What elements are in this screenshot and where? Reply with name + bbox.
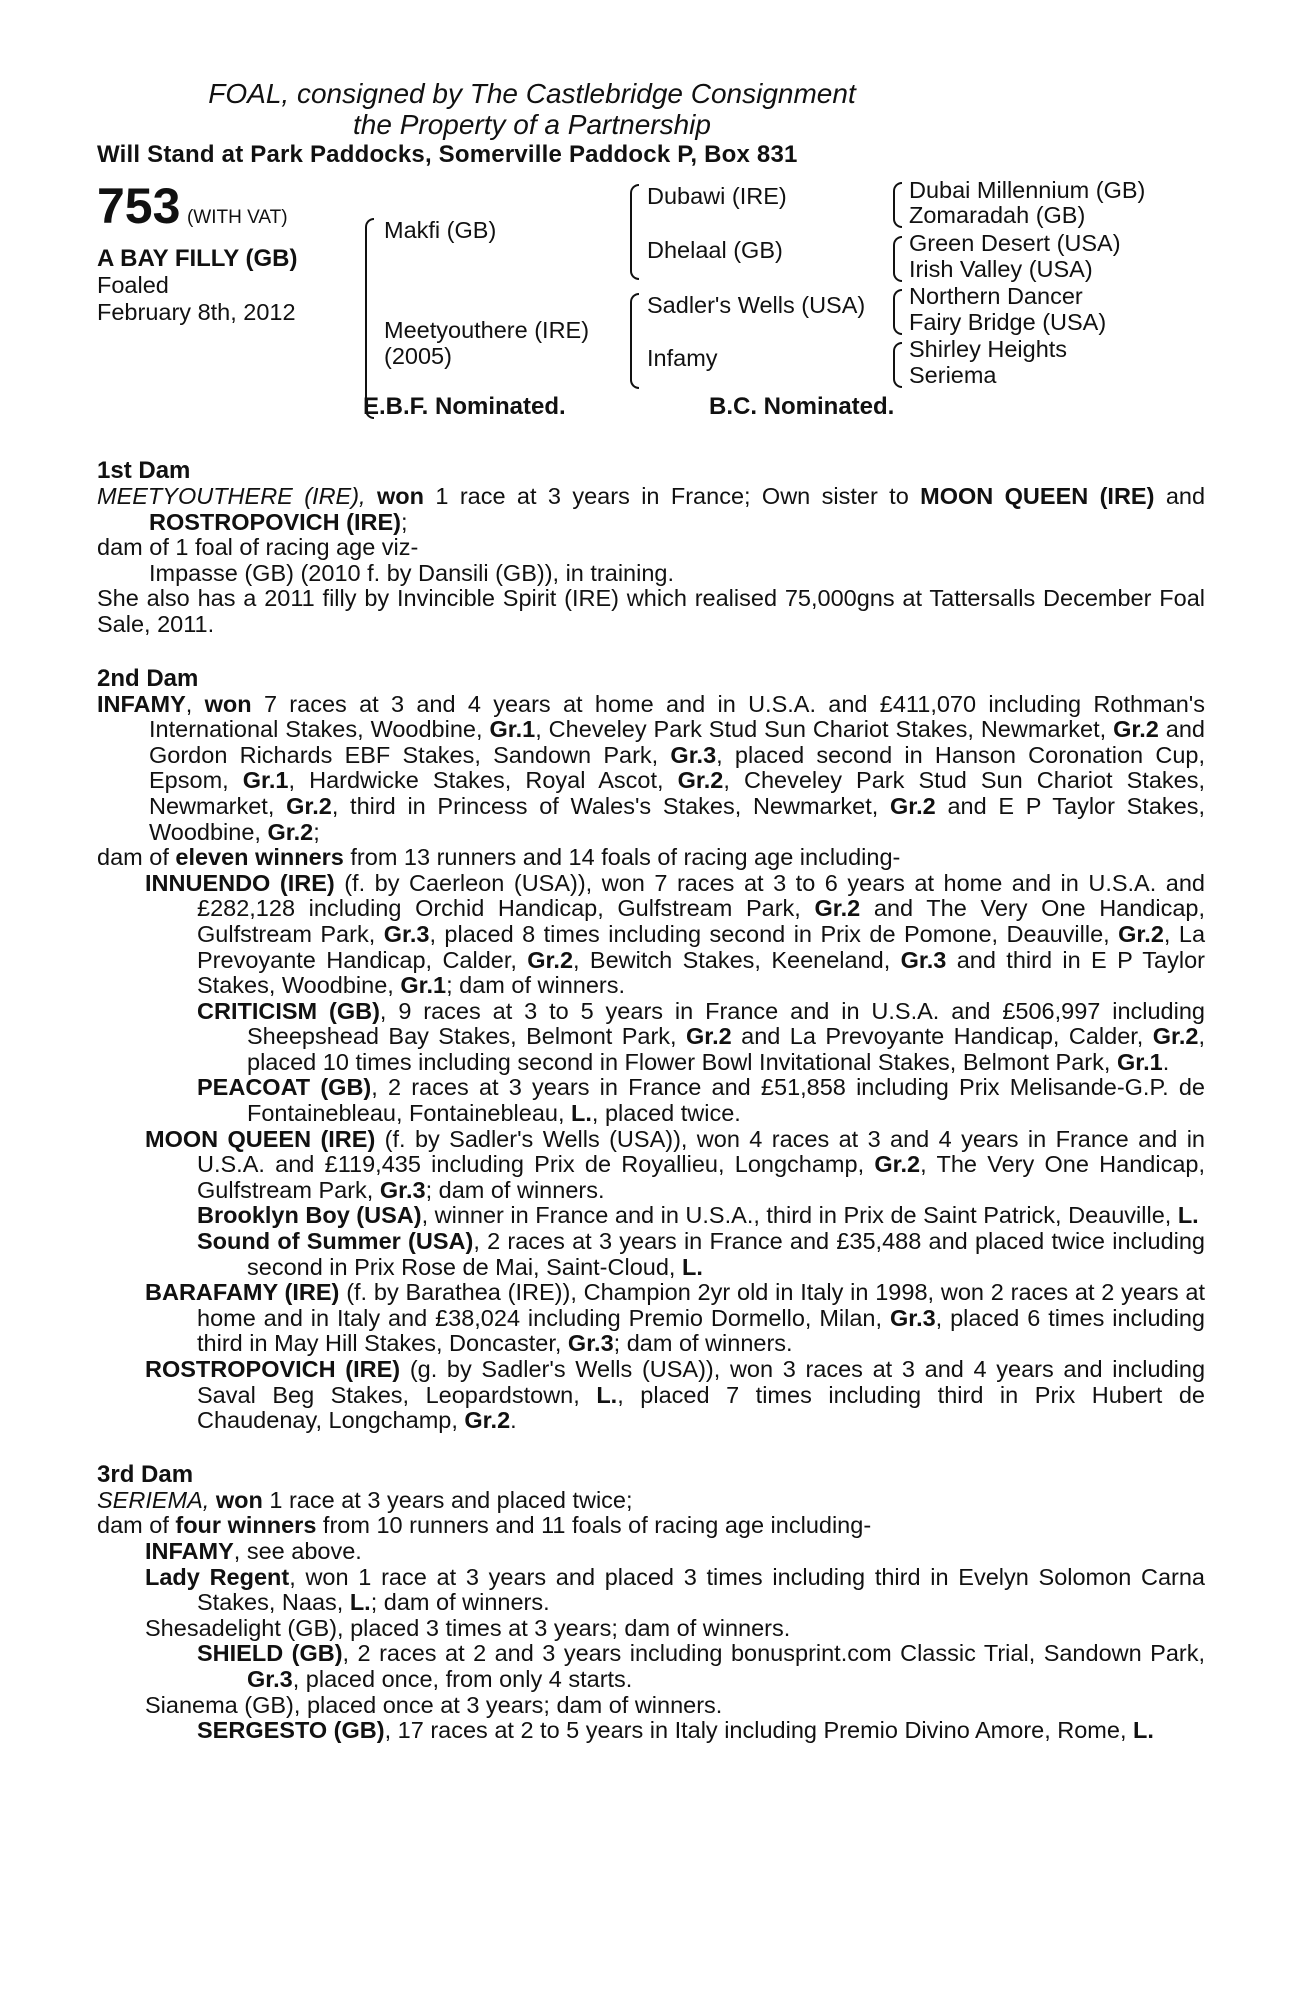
text: , placed 10 times including second in Flower Bowl Invitational Stakes, Belmont Park,	[247, 1023, 1206, 1075]
dam-dam: Infamy	[647, 345, 718, 371]
produce-entry: Impasse (GB) (2010 f. by Dansili (GB)), in training.	[149, 559, 675, 586]
produce-entry	[97, 1127, 1205, 1204]
sire-sire-sire: Dubai Millennium (GB)	[909, 177, 1146, 203]
text: ;	[400, 508, 408, 535]
horse-name: MOON QUEEN (IRE)	[145, 1125, 376, 1152]
first-dam-section	[97, 458, 1205, 638]
second-dam-title: 2nd Dam	[97, 664, 199, 692]
dam-name: Meetyouthere (IRE)	[384, 317, 590, 343]
text: , The Very One Handicap, Gulfstream Park,	[197, 1151, 1206, 1203]
horse-name: INFAMY	[145, 1537, 234, 1564]
grade: Gr.3	[383, 920, 430, 947]
sire-dam-sire: Green Desert (USA)	[909, 230, 1121, 256]
grade: Gr.2	[1152, 1023, 1199, 1050]
horse-name: SHIELD (GB)	[197, 1640, 343, 1667]
grade: Gr.2	[286, 792, 332, 819]
won-label: won	[215, 1486, 263, 1513]
stand-location: Will Stand at Park Paddocks, Somerville Paddock P, Box 831	[97, 141, 798, 168]
text: , placed second in Hanson Coronation Cup, Epsom,	[149, 741, 1205, 794]
produce-entry	[97, 1539, 1205, 1565]
horse-name: BARAFAMY (IRE)	[145, 1279, 340, 1306]
won-label: won	[376, 483, 424, 509]
vat-note: (WITH VAT)	[186, 207, 288, 228]
catalogue-page	[97, 78, 1205, 1744]
brace-dd	[893, 342, 902, 388]
text: , 9 races at 3 to 5 years in France and in U.S.A. and £506,997 including Sheepshead Bay Stakes, Belmont Park,	[247, 997, 1205, 1050]
text: , placed 7 times including third in Prix Hubert de Chaudenay, Longchamp,	[197, 1381, 1205, 1434]
first-dam-title: 1st Dam	[97, 457, 191, 484]
text: , Bewitch Stakes, Keeneland,	[573, 946, 891, 973]
text: and The Very One Handicap, Gulfstream Park,	[197, 895, 1206, 947]
grade: Gr.2	[890, 792, 936, 819]
grade: Gr.3	[670, 741, 717, 768]
won-label: won	[204, 690, 252, 717]
text: .	[1162, 1048, 1170, 1075]
grade: Gr.1	[400, 972, 447, 999]
grade: Gr.1	[489, 716, 536, 743]
text: 7 races at 3 and 4 years at home and in U.S.A. and £411,070 including Rothman's International Stakes, Woodbine,	[149, 690, 1206, 743]
text: and Gordon Richards EBF Stakes, Sandown Park,	[149, 716, 1206, 768]
dam-dam-sire: Shirley Heights	[909, 336, 1068, 362]
sire-sire: Dubawi (IRE)	[647, 183, 787, 209]
third-dam-name: SERIEMA,	[97, 1486, 210, 1513]
dam-sire-sire: Northern Dancer	[909, 283, 1083, 309]
text: ; dam of winners.	[370, 1589, 550, 1616]
sister-name: ROSTROPOVICH (IRE)	[149, 508, 401, 535]
produce-entry	[97, 999, 1205, 1076]
text: , placed 6 times including third in May Hill Stakes, Doncaster,	[197, 1304, 1206, 1357]
text: and third in E P Taylor Stakes, Woodbine,	[197, 946, 1205, 999]
text: , see above.	[233, 1537, 362, 1564]
text: (f. by Sadler's Wells (USA)), won 4 races at 3 and 4 years in France and in U.S.A. and £119,435 including Prix de Royallieu, Longchamp,	[197, 1125, 1206, 1178]
record-text: 1 race at 3 years in France; Own sister to	[435, 483, 909, 509]
first-dam-produce: dam of 1 foal of racing age viz-	[97, 534, 419, 561]
grade: Gr.1	[242, 767, 289, 794]
grade: L.	[1177, 1202, 1199, 1229]
horse-name: Lady Regent	[145, 1563, 290, 1590]
grade: Gr.2	[267, 818, 314, 845]
horse-name: INNUENDO (IRE)	[145, 869, 335, 896]
text: 1 race at 3 years and placed twice;	[269, 1486, 633, 1513]
brace-lot	[365, 218, 374, 419]
lot-name: A BAY FILLY (GB)	[97, 245, 298, 272]
text: (f. by Barathea (IRE)), Champion 2yr old in Italy in 1998, won 2 races at 2 years at home and in Italy and £38,024 including Premio Dormello, Milan,	[197, 1279, 1206, 1331]
second-dam-produce	[97, 845, 1205, 871]
second-dam-section	[97, 666, 1205, 1434]
text: , Cheveley Park Stud Sun Chariot Stakes, Newmarket,	[535, 716, 1107, 743]
consignor-header	[97, 78, 967, 140]
brace-dam	[630, 293, 639, 389]
brace-ds	[893, 289, 902, 335]
text: .	[510, 1407, 517, 1434]
text: from 13 runners and 14 foals of racing age including-	[350, 844, 901, 871]
first-dam-record	[97, 484, 1205, 535]
brace-ss	[893, 182, 902, 228]
text: dam of	[97, 1512, 169, 1539]
grade: Gr.2	[686, 1023, 732, 1050]
grade: L.	[681, 1253, 703, 1280]
ebf-nominated: E.B.F. Nominated.	[363, 393, 566, 420]
grade: Gr.2	[677, 767, 724, 794]
grade: Gr.2	[874, 1151, 921, 1178]
text: , third in Princess of Wales's Stakes, Newmarket,	[331, 792, 879, 819]
grade: L.	[1133, 1717, 1154, 1744]
text: , 17 races at 2 to 5 years in Italy including Premio Divino Amore, Rome,	[384, 1717, 1127, 1744]
foaled-label: Foaled	[97, 272, 169, 298]
produce-entry	[97, 1203, 1205, 1229]
produce-entry	[97, 1357, 1205, 1434]
lot-number-line	[97, 180, 288, 232]
second-dam-name: INFAMY	[97, 690, 186, 717]
grade: Gr.2	[1113, 716, 1159, 743]
sire-name: Makfi (GB)	[384, 217, 497, 243]
grade: Gr.2	[814, 895, 861, 922]
text: ;	[313, 818, 320, 845]
produce-entry	[97, 1229, 1205, 1280]
foaled-date: February 8th, 2012	[97, 299, 296, 325]
winners-count: eleven winners	[175, 844, 344, 871]
produce-entry	[97, 1718, 1205, 1744]
text: , won 1 race at 3 years and placed 3 times including third in Evelyn Solomon Carna Stakes, Naas,	[197, 1563, 1205, 1616]
grade: Gr.3	[379, 1176, 426, 1203]
text: and La Prevoyante Handicap, Calder,	[741, 1023, 1144, 1050]
produce-entry	[97, 871, 1205, 999]
grade: Gr.2	[527, 946, 574, 973]
dam-dam-dam: Seriema	[909, 362, 997, 388]
text: from 10 runners and 11 foals of racing age including-	[322, 1512, 872, 1539]
brace-sd	[893, 236, 902, 282]
sire-dam-dam: Irish Valley (USA)	[909, 256, 1093, 282]
text: dam of	[97, 844, 169, 871]
text: , winner in France and in U.S.A., third in Prix de Saint Patrick, Deauville,	[421, 1202, 1172, 1229]
horse-name: ROSTROPOVICH (IRE)	[145, 1356, 401, 1382]
produce-entry	[97, 1075, 1205, 1126]
text: , Hardwicke Stakes, Royal Ascot,	[288, 767, 664, 794]
text: ; dam of winners.	[446, 972, 626, 999]
text: , 2 races at 2 and 3 years including bonusprint.com Classic Trial, Sandown Park,	[342, 1640, 1205, 1667]
horse-name: Brooklyn Boy (USA)	[197, 1202, 422, 1229]
text: and	[1165, 483, 1206, 509]
grade: Gr.2	[1118, 920, 1164, 947]
text: , 2 races at 3 years in France and £51,858 including Prix Melisande-G.P. de Fontainebleau, Fontainebleau,	[247, 1074, 1205, 1127]
produce-entry	[97, 1565, 1205, 1616]
text: , La Prevoyante Handicap, Calder,	[197, 920, 1206, 973]
grade: Gr.3	[889, 1304, 936, 1331]
text: ; dam of winners.	[425, 1176, 605, 1203]
grade: Gr.2	[464, 1407, 511, 1434]
text: and E P Taylor Stakes, Woodbine,	[149, 792, 1206, 845]
horse-name: CRITICISM (GB)	[197, 997, 380, 1024]
text: , 2 races at 3 years in France and £35,488 and placed twice including second in Prix Rose de Mai, Saint-Cloud,	[247, 1228, 1205, 1280]
brace-sire	[630, 184, 639, 280]
text: , placed 8 times including second in Prix de Pomone, Deauville,	[429, 920, 1110, 947]
winners-count: four winners	[175, 1512, 317, 1539]
dam-year: (2005)	[384, 343, 452, 369]
grade: L.	[349, 1589, 371, 1616]
produce-entry	[97, 1280, 1205, 1357]
produce-entry: Sianema (GB), placed once at 3 years; dam of winners.	[145, 1691, 723, 1718]
grade: Gr.1	[1116, 1048, 1163, 1075]
produce-entry: Shesadelight (GB), placed 3 times at 3 years; dam of winners.	[145, 1614, 791, 1641]
grade: Gr.3	[900, 946, 947, 973]
horse-name: PEACOAT (GB)	[197, 1074, 372, 1101]
text: ; dam of winners.	[613, 1330, 793, 1357]
third-dam-section	[97, 1462, 1205, 1744]
text: , Cheveley Park Stud Sun Chariot Stakes, Newmarket,	[149, 767, 1206, 819]
additional-note: She also has a 2011 filly by Invincible Spirit (IRE) which realised 75,000gns at Tattersalls December Foal Sale, 2011.	[97, 585, 1205, 637]
first-dam-name: MEETYOUTHERE (IRE),	[97, 483, 366, 509]
dam-sire-dam: Fairy Bridge (USA)	[909, 309, 1107, 335]
text: , placed once, from only 4 starts.	[292, 1665, 633, 1692]
horse-name: Sound of Summer (USA)	[197, 1228, 474, 1255]
sire-sire-dam: Zomaradah (GB)	[909, 202, 1086, 228]
text: , placed twice.	[591, 1100, 741, 1127]
lot-number: 753	[97, 178, 181, 234]
horse-name: SERGESTO (GB)	[197, 1717, 385, 1744]
grade: Gr.3	[247, 1665, 293, 1692]
consignor-line: FOAL, consigned by The Castlebridge Consignment	[208, 78, 856, 109]
grade: L.	[571, 1100, 592, 1127]
pedigree-block	[97, 177, 1205, 450]
text: (f. by Caerleon (USA)), won 7 races at 3 to 6 years at home and in U.S.A. and £282,128 including Orchid Handicap, Gulfstream Park,	[197, 869, 1205, 922]
grade: L.	[596, 1381, 618, 1408]
sire-dam: Dhelaal (GB)	[647, 237, 783, 263]
third-dam-produce	[97, 1513, 1205, 1539]
second-dam-record: INFAMY, won 7 races at 3 and 4 years at home and in U.S.A. and £411,070 including Rothman's International Stakes, Woodbine, Gr.1, Cheveley Park Stud Sun Chariot Stakes, Newmarket, Gr.2 and Gordon Richards EBF Stakes, Sandown Park, Gr.3, placed second in Hanson Coronation Cup, Epsom, Gr.1, Hardwicke Stakes, Royal Ascot, Gr.2, Cheveley Park Stud Sun Chariot Stakes, Newmarket, Gr.2, third in Princess of Wales's Stakes, Newmarket, Gr.2 and E P Taylor Stakes, Woodbine, Gr.2;	[97, 690, 1206, 845]
third-dam-record	[97, 1488, 1205, 1514]
third-dam-title: 3rd Dam	[97, 1460, 194, 1488]
text: (g. by Sadler's Wells (USA)), won 3 races at 3 and 4 years and including Saval Beg Stakes, Leopardstown,	[197, 1356, 1206, 1408]
grade: Gr.3	[567, 1330, 614, 1357]
property-line: the Property of a Partnership	[353, 109, 711, 140]
sister-name: MOON QUEEN (IRE)	[920, 483, 1155, 509]
dam-sire: Sadler's Wells (USA)	[647, 292, 866, 318]
produce-entry	[97, 1641, 1205, 1692]
bc-nominated: B.C. Nominated.	[709, 393, 895, 420]
